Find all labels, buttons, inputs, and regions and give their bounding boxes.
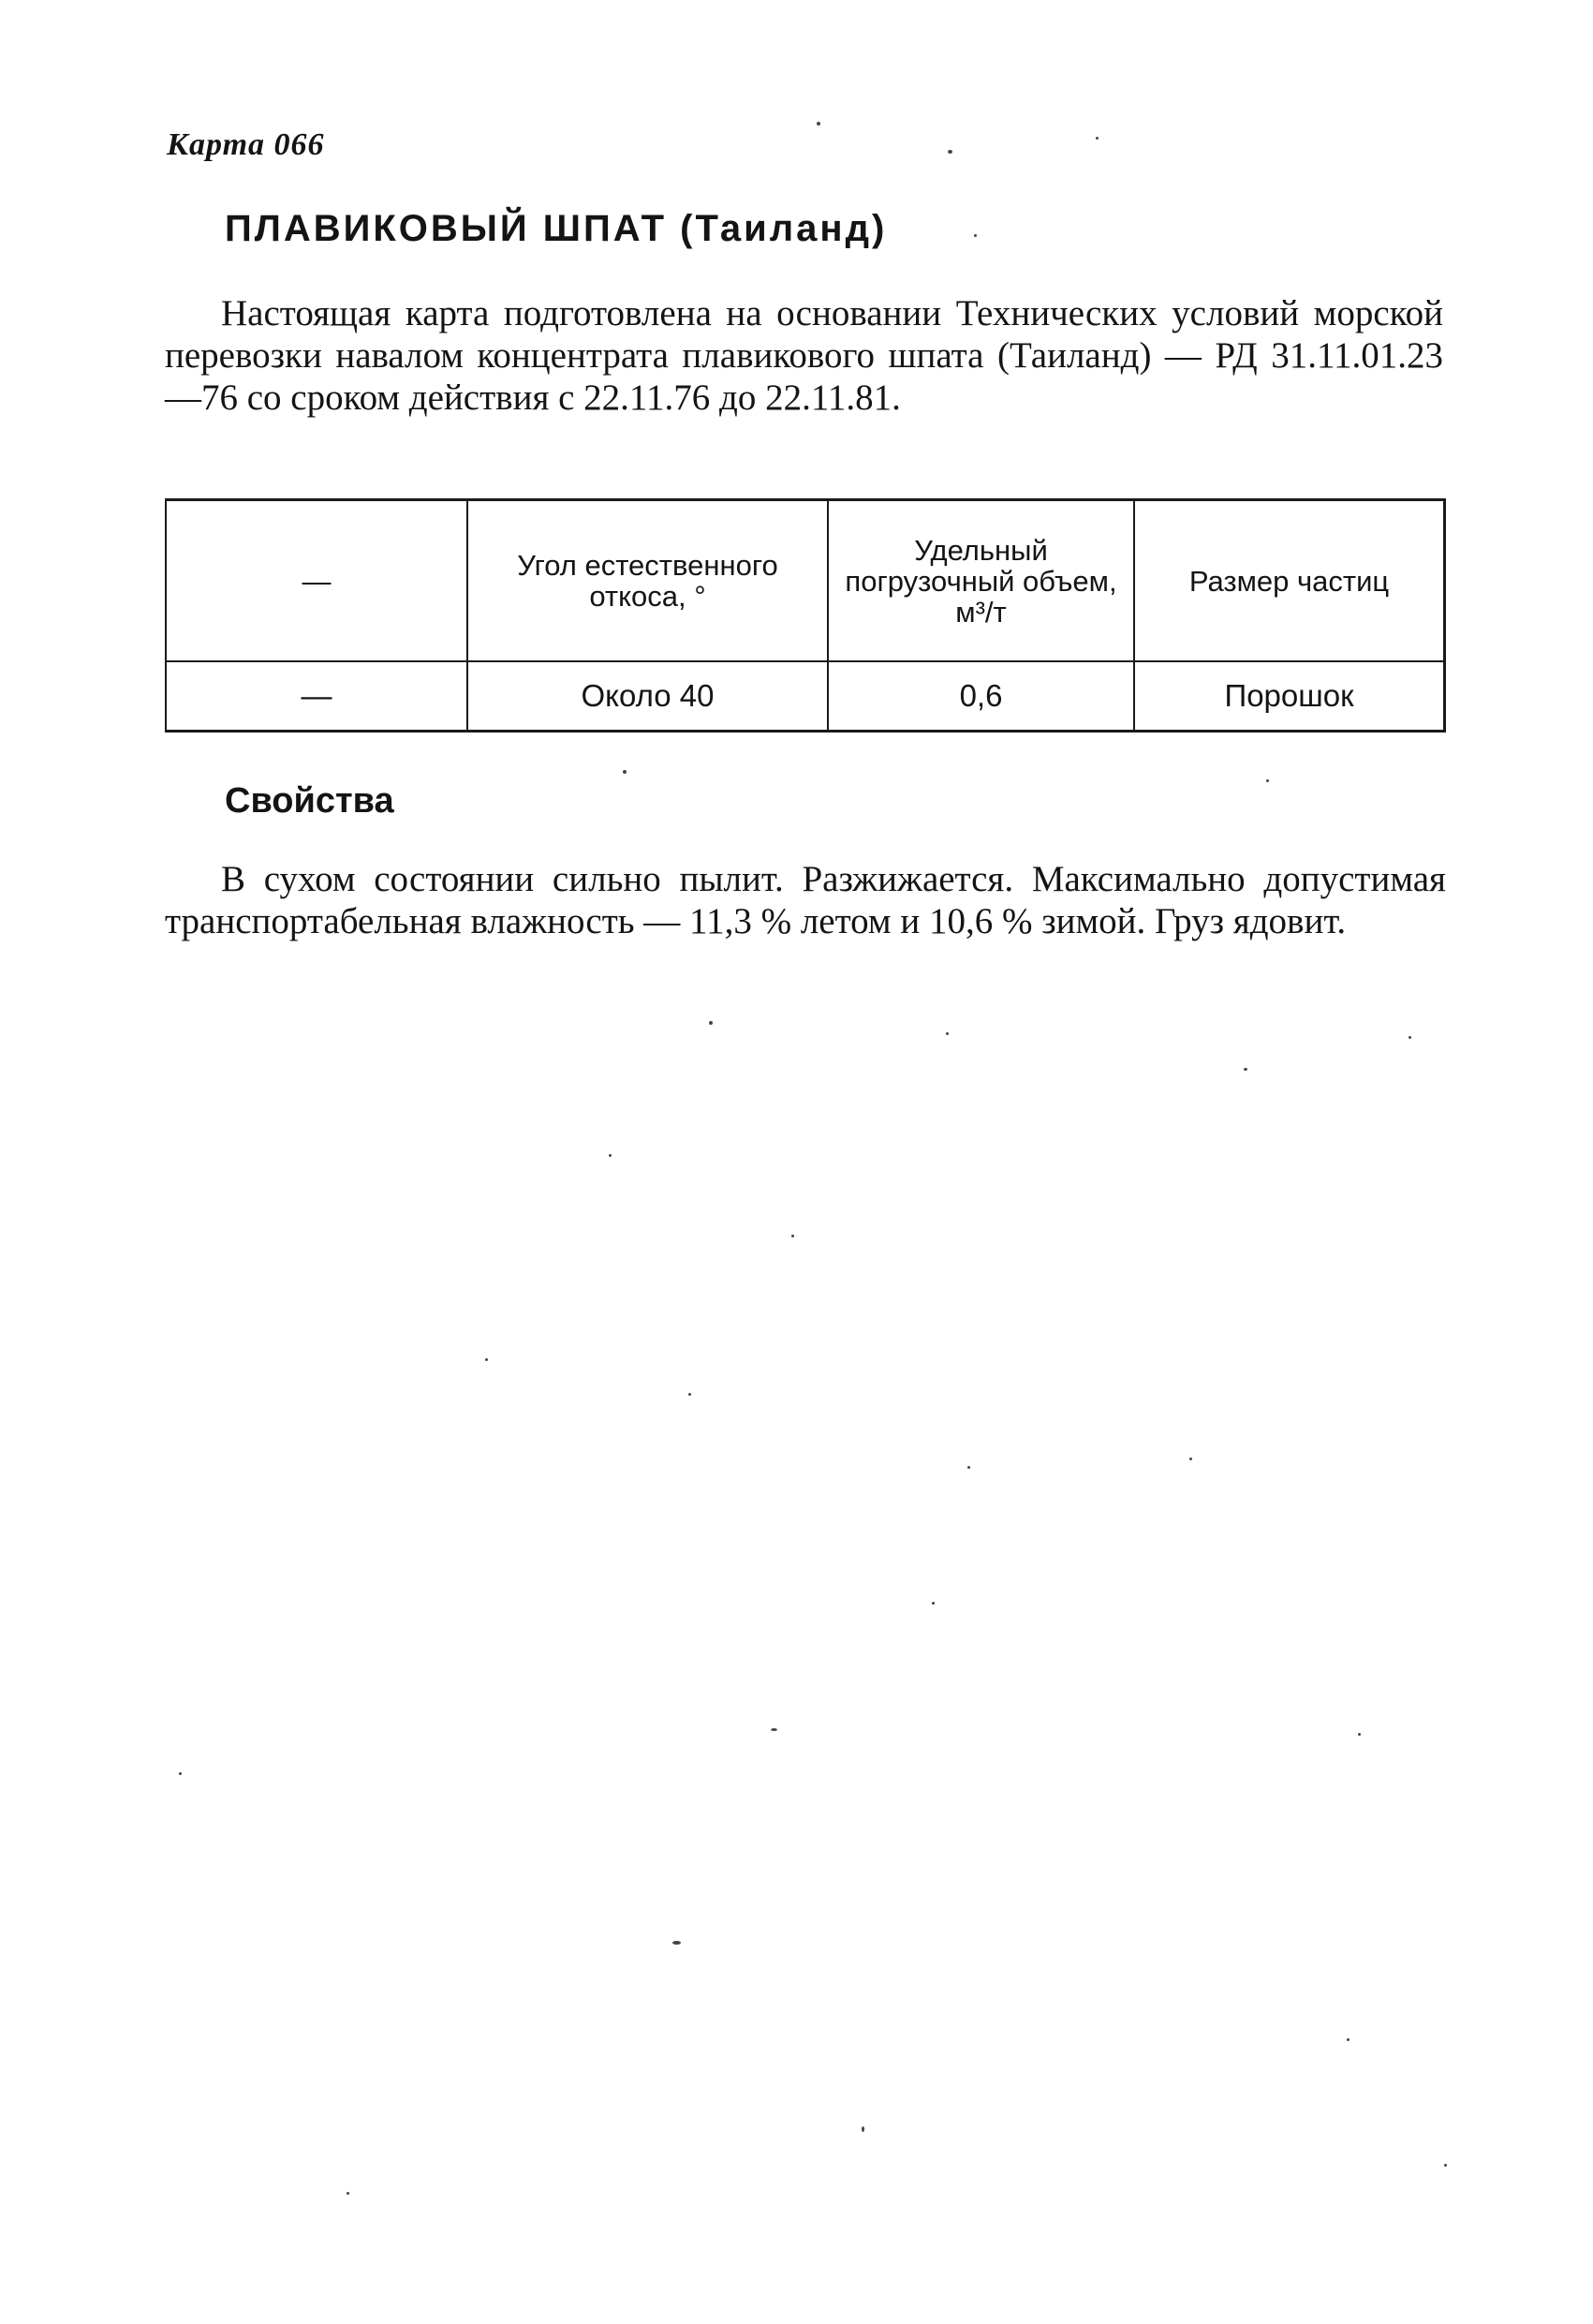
scan-speck bbox=[1266, 779, 1269, 782]
scan-speck bbox=[946, 1032, 949, 1035]
scan-speck bbox=[623, 770, 627, 774]
scan-speck bbox=[1244, 1068, 1247, 1071]
table-header-row bbox=[165, 501, 1446, 662]
scan-speck bbox=[709, 1021, 713, 1025]
page-title: ПЛАВИКОВЫЙ ШПАТ (Таиланд) bbox=[225, 208, 888, 249]
scan-speck bbox=[791, 1235, 794, 1237]
section-heading: Свойства bbox=[225, 781, 394, 821]
table-header-cell: Удельный погрузочный объем, м³/т bbox=[827, 501, 1133, 660]
table-cell: Около 40 bbox=[466, 662, 827, 730]
scan-speck bbox=[672, 1941, 681, 1945]
scan-speck bbox=[1444, 2164, 1447, 2167]
properties-table bbox=[165, 498, 1446, 733]
scan-speck bbox=[485, 1358, 488, 1361]
table-row bbox=[165, 662, 1446, 730]
scan-speck bbox=[1347, 2038, 1350, 2041]
scan-speck bbox=[967, 1466, 970, 1469]
table-cell: Порошок bbox=[1133, 662, 1446, 730]
scan-speck bbox=[817, 122, 820, 126]
scan-speck bbox=[347, 2192, 349, 2195]
scan-speck bbox=[932, 1602, 935, 1605]
scan-speck bbox=[1189, 1458, 1192, 1460]
properties-paragraph: В сухом состоянии сильно пылит. Разжижается. Максимально допустимая транспортабельная влажность — 11,3 % летом и 10,6 % зимой. Груз ядовит. bbox=[165, 859, 1446, 941]
scan-speck bbox=[974, 234, 977, 237]
table-header-cell: Угол естественного откоса, ° bbox=[466, 501, 827, 660]
scan-speck bbox=[688, 1393, 691, 1396]
table-cell: 0,6 bbox=[827, 662, 1133, 730]
scan-speck bbox=[862, 2126, 864, 2132]
table-header-cell: Размер частиц bbox=[1133, 501, 1446, 660]
intro-paragraph: Настоящая карта подготовлена на основании Технических условий морской перевозки навалом концентрата плавикового шпата (Таиланд) — РД 31.11.01.23—76 со сроком действия с 22.11.76 до 22.11.81. bbox=[165, 293, 1443, 418]
scan-speck bbox=[179, 1772, 182, 1775]
scan-speck bbox=[1096, 137, 1099, 140]
scan-speck bbox=[771, 1728, 777, 1731]
scan-speck bbox=[948, 150, 952, 154]
scan-speck bbox=[1409, 1036, 1411, 1039]
scan-speck bbox=[609, 1154, 612, 1157]
table-header-cell: — bbox=[165, 501, 466, 660]
table-cell: — bbox=[165, 662, 466, 730]
scan-speck bbox=[1358, 1733, 1361, 1736]
card-number: Карта 066 bbox=[167, 127, 325, 162]
